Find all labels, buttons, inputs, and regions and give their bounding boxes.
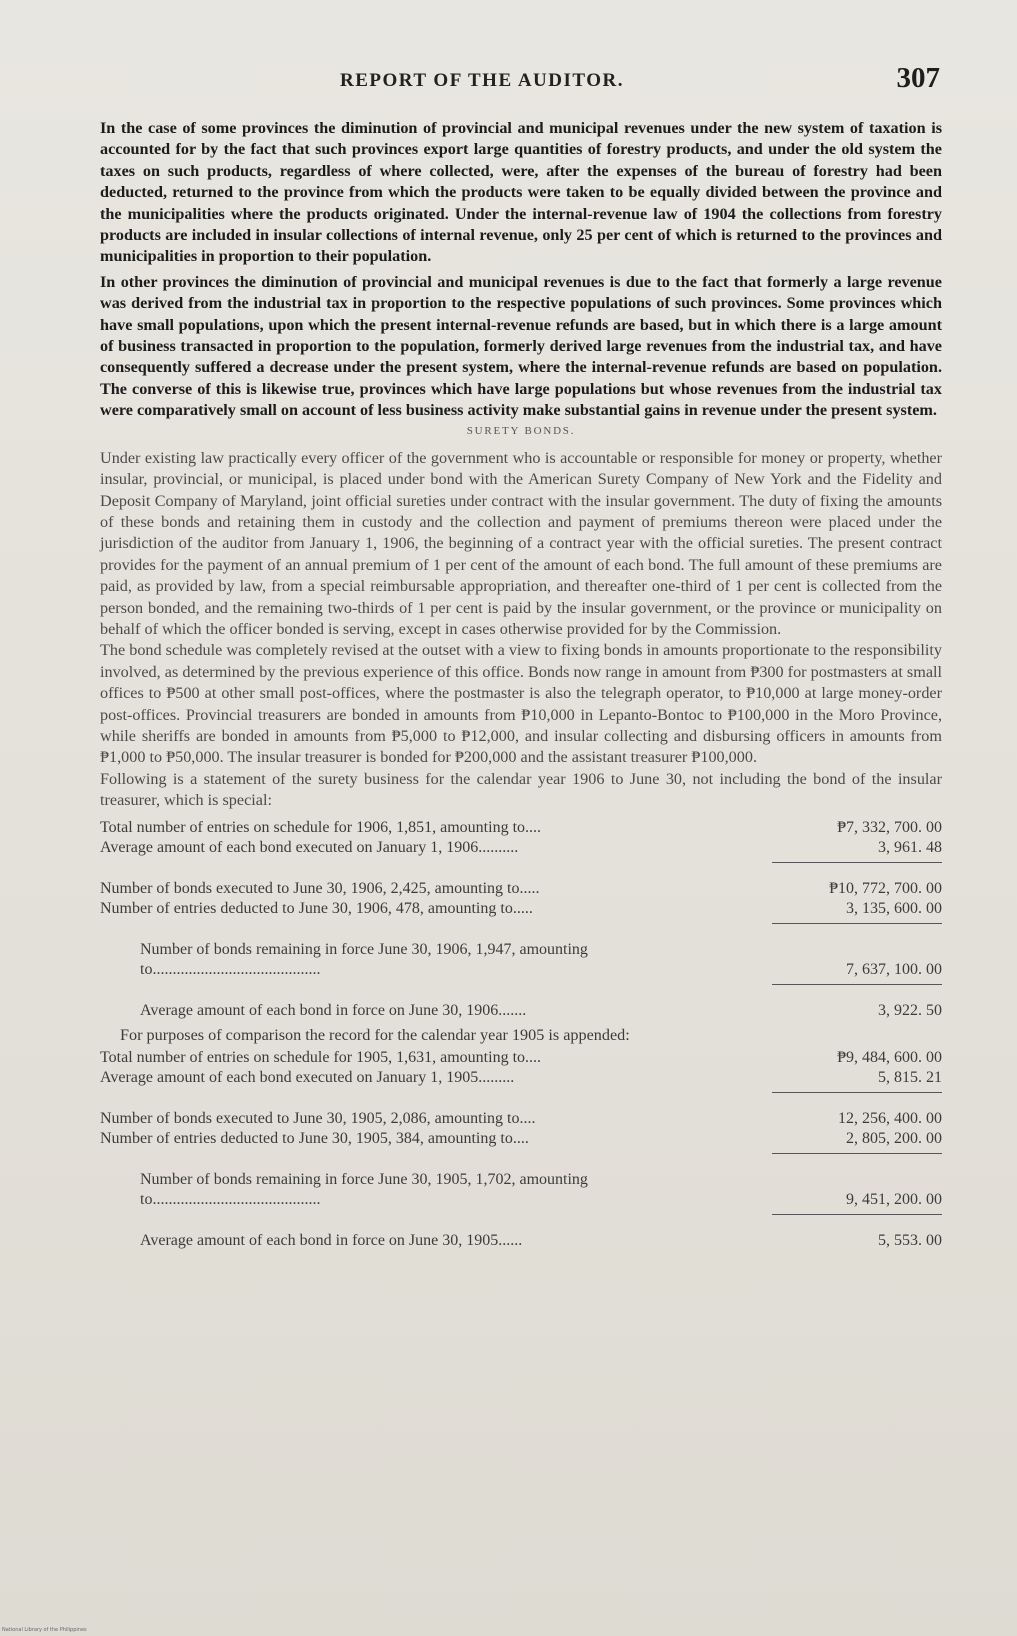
stat-label: Average amount of each bond executed on January 1, 1906.......... — [100, 838, 519, 856]
paragraph-bond-schedule: The bond schedule was completely revised at the outset with a view to fixing bonds in amounts proportionate to the responsibility involved, as determined by the previous experience of this office. Bonds now range in amount from ₱300 for postmasters at small offices to ₱500 at other small post-offices, where the postmaster is also the telegraph operator, to ₱10,000 at large money-order post-offices. Provincial treasurers are bonded in amounts from ₱10,000 in Lepanto-Bontoc to ₱100,000 in the Moro Province, while sheriffs are bonded in amounts from ₱5,000 to ₱12,000, and insular collecting and disbursing officers in amounts from ₱1,000 to ₱50,000. The insular treasurer is bonded for ₱200,000 and the assistant treasurer ₱100,000. — [100, 641, 942, 767]
stat-value: 3, 922. 50 — [878, 1001, 942, 1019]
stat-value: 2, 805, 200. 00 — [846, 1130, 942, 1147]
paragraph-industrial-tax: In other provinces the diminution of provincial and municipal revenues is due to the fact that formerly a large revenue was derived from the industrial tax in proportion to the respective populations of such provinces. Some provinces which have small populations, upon which the present internal-revenue refunds are based, but in which there is a large amount of business transacted in proportion to the population, formerly derived large revenues from the industrial tax, and have consequently suffered a decrease under the present system, where the internal-revenue refunds are based on population. The converse of this is likewise true, provinces which have large populations but whose revenues from the industrial tax were comparatively small on account of less business activity make substantial gains in revenue under the present system. — [100, 272, 942, 420]
stat-value: 7, 637, 100. 00 — [846, 960, 942, 978]
stat-label: Average amount of each bond in force on June 30, 1905...... — [140, 1232, 523, 1249]
page-body — [100, 118, 942, 1251]
stat-label: Number of bonds executed to June 30, 1905, 2,086, amounting to.... — [100, 1110, 536, 1127]
section-heading: SURETY BONDS. — [466, 424, 576, 437]
stat-row — [100, 1170, 942, 1210]
stat-label: Total number of entries on schedule for 1905, 1,631, amounting to.... — [100, 1049, 542, 1066]
stat-row — [100, 899, 942, 919]
stat-value: 3, 961. 48 — [878, 838, 942, 856]
rule-divider — [772, 923, 942, 924]
paragraph-surety-law: Under existing law practically every officer of the government who is accountable or responsible for money or property, whether insular, provincial, or municipal, is placed under bond with the American Surety Company of New York and the Fidelity and Deposit Company of Maryland, joint official sureties under contract with the insular government. The duty of fixing the amounts of these bonds and retaining them in custody and the collection and payment of premiums thereon were placed under the jurisdiction of the auditor from January 1, 1906, the beginning of a contract year with the official sureties. The present contract provides for the payment of an annual premium of 1 per cent of the amount of each bond. The full amount of these premiums are paid, as provided by law, from a special reimbursable appropriation, and thereafter one-third of 1 per cent is collected from the person bonded, and the remaining two-thirds of 1 per cent is paid by the insular government, or the province or municipality on behalf of which the officer bonded is serving, except in cases otherwise provided for by the Commission. — [100, 448, 942, 638]
rule-divider — [772, 862, 942, 863]
stat-value: 9, 451, 200. 00 — [846, 1191, 942, 1208]
stats-1905 — [100, 1048, 942, 1251]
rule-divider — [772, 984, 942, 985]
stat-label: Total number of entries on schedule for 1906, 1,851, amounting to.... — [100, 818, 542, 836]
stat-row — [100, 818, 942, 838]
stat-value: 5, 553. 00 — [878, 1232, 942, 1249]
stats-1906 — [100, 818, 942, 1021]
stat-value: ₱10, 772, 700. 00 — [829, 879, 942, 897]
stat-row — [100, 1109, 942, 1129]
stat-label: Average amount of each bond in force on June 30, 1906....... — [140, 1001, 527, 1019]
dark-section — [100, 118, 942, 422]
stat-row — [100, 1129, 942, 1149]
page-header — [100, 62, 940, 102]
rule-divider — [772, 1214, 942, 1215]
stat-row — [100, 1231, 942, 1251]
paragraph-forestry: In the case of some provinces the diminution of provincial and municipal revenues under the new system of taxation is accounted for by the fact that such provinces export large quantities of forestry products, and under the old system the taxes on such products, regardless of where collected, were, after the expenses of the bureau of forestry had been deducted, returned to the province from which the products were taken to be equally divided between the province and the municipalities where the products originated. Under the internal-revenue law of 1904 the collections from forestry products are included in insular collections of internal revenue, only 25 per cent of which is returned to the provinces and municipalities in proportion to their population. — [100, 119, 942, 266]
stat-label: Number of bonds remaining in force June 30, 1906, 1,947, amounting to.......................................... — [140, 940, 588, 978]
surety-section — [100, 448, 942, 812]
archive-footer: National Library of the Philippines — [2, 1627, 87, 1633]
stat-label: Number of bonds remaining in force June 30, 1905, 1,702, amounting to.......................................... — [140, 1171, 588, 1208]
stat-label: Number of entries deducted to June 30, 1906, 478, amounting to..... — [100, 899, 533, 917]
stat-row — [100, 1068, 942, 1088]
stat-label: Average amount of each bond executed on January 1, 1905......... — [100, 1069, 515, 1086]
stat-row — [100, 1048, 942, 1068]
rule-divider — [772, 1153, 942, 1154]
stat-row — [100, 940, 942, 980]
stat-value: ₱7, 332, 700. 00 — [837, 818, 942, 836]
stat-row — [100, 1001, 942, 1021]
stat-value: 3, 135, 600. 00 — [846, 899, 942, 917]
page-number: 307 — [896, 62, 940, 94]
stat-row — [100, 879, 942, 899]
paragraph-comparison-intro: For purposes of comparison the record for the calendar year 1905 is appended: — [120, 1025, 630, 1044]
stat-label: Number of bonds executed to June 30, 1906, 2,425, amounting to..... — [100, 879, 540, 897]
stat-row — [100, 838, 942, 858]
running-head: REPORT OF THE AUDITOR. — [340, 70, 624, 91]
stat-value: ₱9, 484, 600. 00 — [837, 1049, 942, 1066]
rule-divider — [772, 1092, 942, 1093]
stat-value: 5, 815. 21 — [878, 1069, 942, 1086]
stat-value: 12, 256, 400. 00 — [838, 1110, 942, 1127]
stat-label: Number of entries deducted to June 30, 1905, 384, amounting to.... — [100, 1130, 529, 1147]
paragraph-statement-intro: Following is a statement of the surety business for the calendar year 1906 to June 30, not including the bond of the insular treasurer, which is special: — [100, 769, 942, 810]
